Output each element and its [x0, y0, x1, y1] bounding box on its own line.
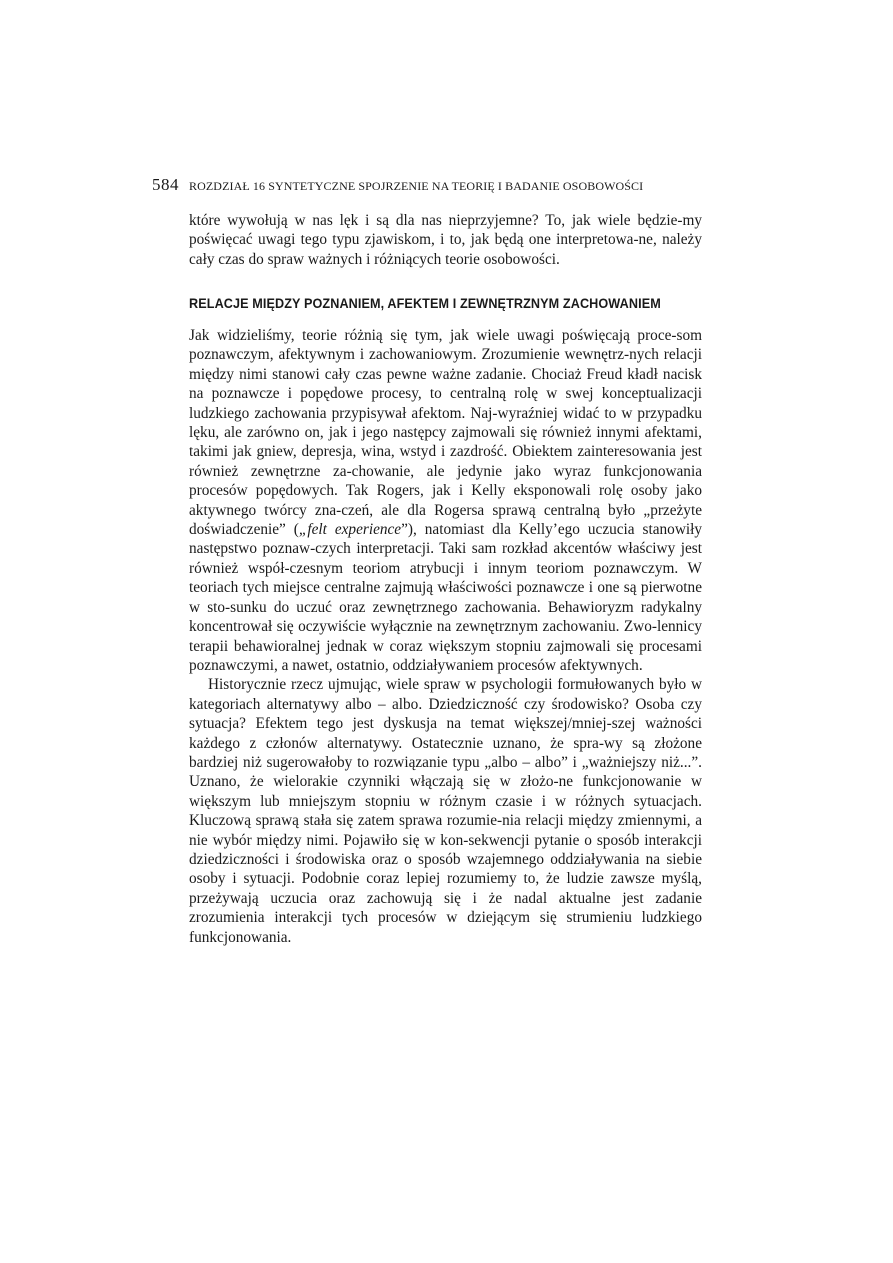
body-paragraph-1 — [189, 326, 702, 675]
italic-term-felt-experience: „felt experience — [298, 521, 402, 539]
running-head — [152, 175, 712, 195]
section-heading: RELACJE MIĘDZY POZNANIEM, AFEKTEM I ZEWNĘTRZNYM ZACHOWANIEM — [189, 296, 661, 311]
intro-text-block — [189, 211, 702, 269]
paragraph-1-part-2: ”), natomiast dla Kelly’ego uczucia stanowiły następstwo poznaw-czych interpretacji. Taki sam rozkład akcentów właściwy jest również współ-czesnym teoriom atrybucji i innym teoriom poznawczym. W teoriach tych miejsce centralne zajmują właściwości poznawcze i one są pierwotne w sto-sunku do uczuć oraz zewnętrznego zachowania. Behawioryzm radykalny koncentrował się oczywiście wyłącznie na zewnętrznym zachowaniu. Zwo-lennicy terapii behawioralnej jednak w coraz większym stopniu zajmowali się procesami poznawczymi, a nawet, ostatnio, oddziaływaniem procesów afektywnych. — [189, 521, 703, 674]
paragraph-1-part-1: Jak widzieliśmy, teorie różnią się tym, jak wiele uwagi poświęcają proce-som poznawczym, afektywnym i zachowaniowym. Zrozumienie wewnętrz-nych relacji między nimi stanowi cały czas pewne ważne zadanie. Chociaż Freud kładł nacisk na poznawcze i popędowe procesy, to centralną rolę w swej konceptualizacji ludzkiego zachowania przypisywał afektom. Naj-wyraźniej widać to w przypadku lęku, ale zarówno on, jak i jego następcy zajmowali się również innymi afektami, takimi jak gniew, depresja, wina, wstyd i zazdrość. Obiektem zainteresowania jest również zewnętrzne za-chowanie, ale jedynie jako wyraz funkcjonowania procesów popędowych. Tak Rogers, jak i Kelly eksponowali rolę osoby jako aktywnego twórcy zna-czeń, ale dla Rogersa sprawą centralną było „przeżyte doświadczenie” ( — [189, 327, 702, 539]
main-text-block — [189, 326, 702, 947]
body-paragraph-2: Historycznie rzecz ujmując, wiele spraw w psychologii formułowanych było w kategoriach alternatywy albo – albo. Dziedziczność czy środowisko? Osoba czy sytuacja? Efektem tego jest dyskusja na temat większej/mniej-szej ważności każdego z członów alternatywy. Ostatecznie uznano, że spra-wy są złożone bardziej niż sugerowałoby to rozwiązanie typu „albo – albo” i „ważniejszy niż...”. Uznano, że wielorakie czynniki włączają się w złożo-ne funkcjonowanie w większym lub mniejszym stopniu w różnym czasie i w różnych sytuacjach. Kluczową sprawą stała się zatem sprawa rozumie-nia relacji między zmiennymi, a nie wybór między nimi. Pojawiło się w kon-sekwencji pytanie o sposób interakcji dziedziczności i środowiska oraz o sposób wzajemnego oddziaływania na siebie osoby i sytuacji. Podobnie coraz lepiej rozumiemy to, że ludzie zawsze myślą, przeżywają uczucia oraz zachowują się i że nadal aktualne jest zadanie zrozumienia interakcji tych procesów w dziejącym się strumieniu ludzkiego funkcjonowania. — [189, 676, 702, 946]
running-title: ROZDZIAŁ 16 SYNTETYCZNE SPOJRZENIE NA TEORIĘ I BADANIE OSOBOWOŚCI — [189, 179, 644, 193]
page-number: 584 — [152, 175, 179, 194]
intro-paragraph: które wywołują w nas lęk i są dla nas nieprzyjemne? To, jak wiele będzie-my poświęcać uwagi tego typu zjawiskom, i to, jak będą one interpretowa-ne, należy cały czas do spraw ważnych i różniących teorie osobowości. — [189, 212, 702, 268]
